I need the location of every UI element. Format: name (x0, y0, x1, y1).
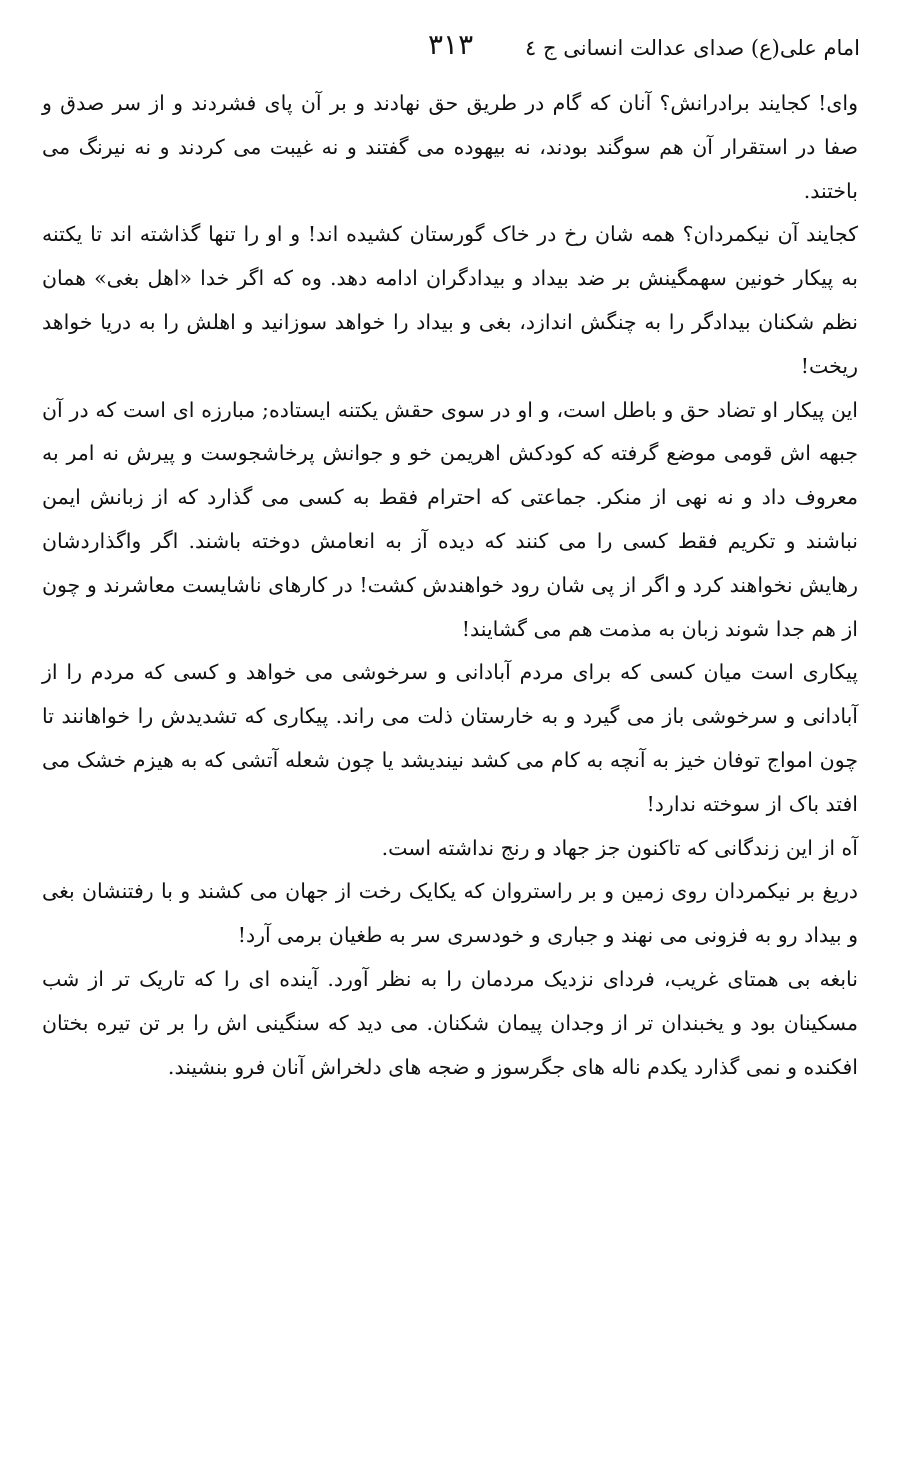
paragraph: دریغ بر نیکمردان روی زمین و بر راستروان که یکایک رخت از جهان می کشند و با رفتنشان بغی و بیداد رو به فزونی می نهند و جباری و خودسری سر به طغیان برمی آرد! (42, 879, 858, 948)
page-header (40, 28, 860, 78)
paragraph: وای! کجایند برادرانش؟ آنان که گام در طریق حق نهادند و بر آن پای فشردند و از سر صدق و صفا در استقرار آن هم سوگند بودند، نه بیهوده می گفتند و نه غیبت می کردند و نه نیرنگ می باختند. (42, 91, 858, 203)
paragraph: کجایند آن نیکمردان؟ همه شان رخ در خاک گورستان کشیده اند! و او را تنها گذاشته اند تا یکتنه به پیکار خونین سهمگینش بر ضد بیداد و بیدادگران ادامه دهد. وه که اگر خدا «اهل بغی» همان نظم شکنان بیدادگر را به چنگش اندازد، بغی و بیداد را خواهد سوزانید و اهلش را به دریا خواهد ریخت! (42, 222, 858, 378)
paragraph: این پیکار او تضاد حق و باطل است، و او در سوی حقش یکتنه ایستاده; مبارزه ای است که در آن جبهه اش قومی موضع گرفته که کودکش اهریمن خو و جوانش پرخاشجوست و پیرش نه امر به معروف داد و نه نهی از منکر. جماعتی که احترام فقط به کسی می گذارد که از زبانش ایمن نباشند و تکریم فقط کسی را می کنند که دیده آز به انعامش دوخته باشند. اگر واگذاردشان رهایش نخواهند کرد و اگر از پی شان رود خواهندش کشت! در کارهای ناشایست معاشرند و چون از هم جدا شوند زبان به مذمت هم می گشایند! (42, 397, 858, 641)
paragraph: آه از این زندگانی که تاکنون جز جهاد و رنج نداشته است. (381, 835, 858, 860)
running-title: امام علی(ع) صدای عدالت انسانی ج ٤ (525, 36, 860, 60)
paragraph: پیکاری است میان کسی که برای مردم آبادانی و سرخوشی می خواهد و کسی که مردم را از آبادانی و سرخوشی باز می گیرد و به خارستان ذلت می راند. پیکاری که تشدیدش را خواهانند تا چون امواج توفان خیز به آنچه به کام می کشد نیندیشد یا چون شعله آتشی که به هیزم خشک می افتد باک از سوخته ندارد! (42, 660, 858, 816)
paragraph: نابغه بی همتای غریب، فردای نزدیک مردمان را به نظر آورد. آینده ای را که تاریک تر از شب مسکینان بود و یخبندان تر از وجدان پیمان شکنان. می دید که سنگینی اش را بر تن تیره بختان افکنده و نمی گذارد یکدم ناله های جگرسوز و ضجه های دلخراش آنان فرو بنشیند. (42, 966, 858, 1079)
page-number: ۳۱۳ (428, 28, 474, 61)
body-text (42, 82, 858, 1089)
